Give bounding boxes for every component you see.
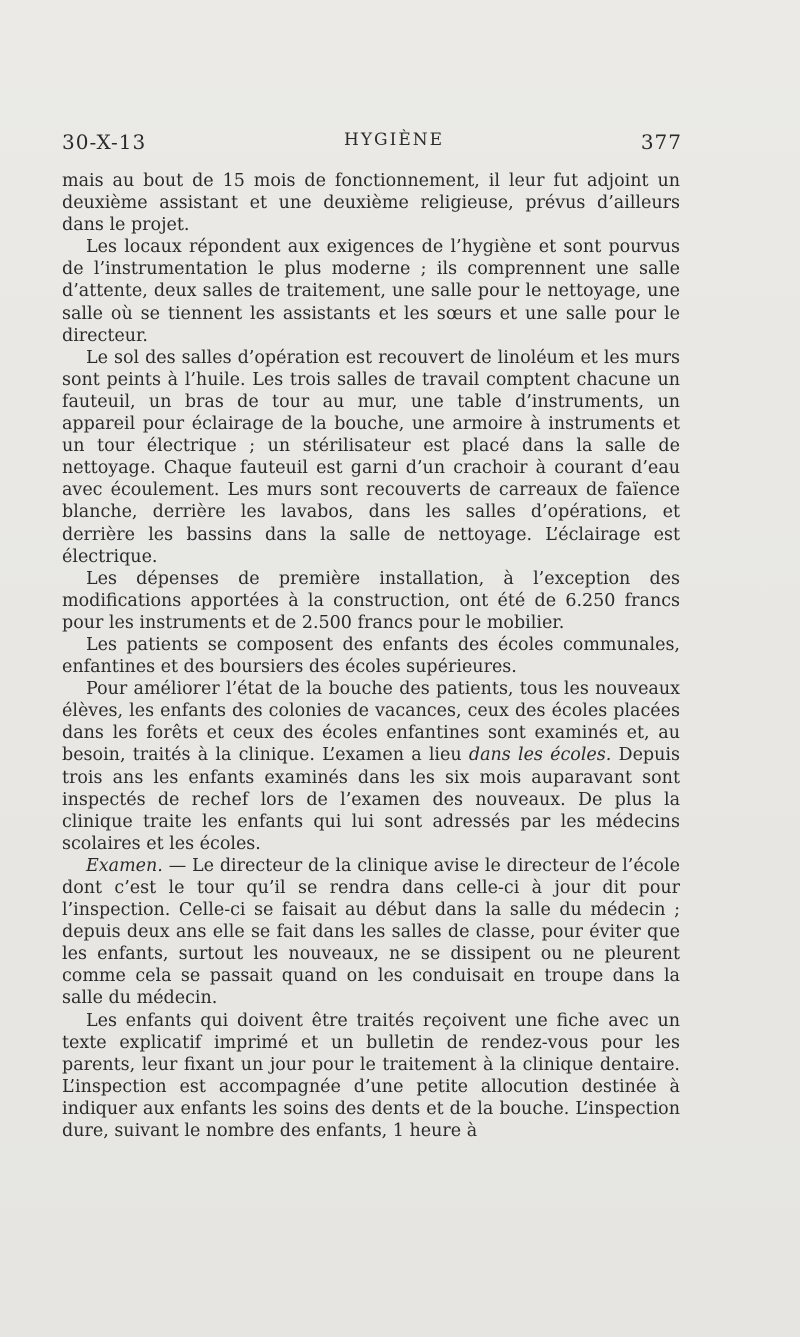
- page-number: 377: [640, 130, 682, 154]
- paragraph-1: mais au bout de 15 mois de fonctionnement, il leur fut adjoint un deuxième assistant et une deuxième religieuse, prévus d’ailleurs dans le projet.: [62, 171, 680, 236]
- section-label-examen: Examen.: [86, 855, 163, 876]
- paragraph-7: [62, 855, 680, 1010]
- body-text: [62, 170, 680, 1142]
- paragraph-7-text: — Le directeur de la clinique avise le directeur de l’école dont c’est le tour qu’il se rendra dans celle-ci à jour dit pour l’inspection. Celle-ci se faisait au début dans la salle du médecin ; depuis deux ans elle se fait dans les salles de classe, pour éviter que les enfants, surtout les nouveaux, ne se dissipent ou ne pleurent comme cela se passait quand on les conduisait en troupe dans la salle du médecin.: [62, 855, 680, 1009]
- header-date: 30-X-13: [62, 130, 147, 154]
- running-head: [62, 126, 682, 158]
- paragraph-6-italic: dans les écoles.: [468, 745, 612, 766]
- paragraph-4: Les dépenses de première installation, à l’exception des modifications apportées à la construction, ont été de 6.250 francs pour les instruments et de 2.500 francs pour le mobilier.: [62, 568, 680, 633]
- paragraph-5: Les patients se composent des enfants des écoles communales, enfantines et des boursiers des écoles supérieures.: [62, 634, 680, 678]
- paragraph-6-text-end: Depuis trois ans les enfants examinés dans les six mois auparavant sont inspectés de rechef lors de l’examen des nouveaux. De plus la clinique traite les enfants qui lui sont adressés par les médecins scolaires et les écoles.: [62, 745, 680, 854]
- paragraph-6-text-start: Pour améliorer l’état de la bouche des patients, tous les nouveaux élèves, les enfants des colonies de vacances, ceux des écoles placées dans les forêts et ceux des écoles enfantines sont examinés et, au besoin, traités à la clinique. L’examen a lieu: [62, 679, 680, 766]
- paragraph-6: [62, 678, 680, 855]
- paragraph-3: Le sol des salles d’opération est recouvert de linoléum et les murs sont peints à l’huile. Les trois salles de travail comptent chacune un fauteuil, un bras de tour au mur, une table d’instruments, un appareil pour éclairage de la bouche, une armoire à instruments et un tour électrique ; un stérilisateur est placé dans la salle de nettoyage. Chaque fauteuil est garni d’un crachoir à courant d’eau avec écoulement. Les murs sont recouverts de carreaux de faïence blanche, derrière les lavabos, dans les salles d’opérations, et derrière les bassins dans la salle de nettoyage. L’éclairage est électrique.: [62, 347, 680, 567]
- paragraph-8: Les enfants qui doivent être traités reçoivent une fiche avec un texte explicatif imprimé et un bulletin de rendez-vous pour les parents, leur fixant un jour pour le traitement à la clinique dentaire. L’inspection est accompagnée d’une petite allocution destinée à indiquer aux enfants les soins des dents et de la bouche. L’inspection dure, suivant le nombre des enfants, 1 heure à: [62, 1010, 680, 1142]
- header-title: HYGIÈNE: [344, 130, 445, 150]
- paragraph-2: Les locaux répondent aux exigences de l’hygiène et sont pourvus de l’instrumentation le plus moderne ; ils comprennent une salle d’attente, deux salles de traitement, une salle pour le nettoyage, une salle où se tiennent les assistants et les sœurs et une salle pour le directeur.: [62, 237, 680, 346]
